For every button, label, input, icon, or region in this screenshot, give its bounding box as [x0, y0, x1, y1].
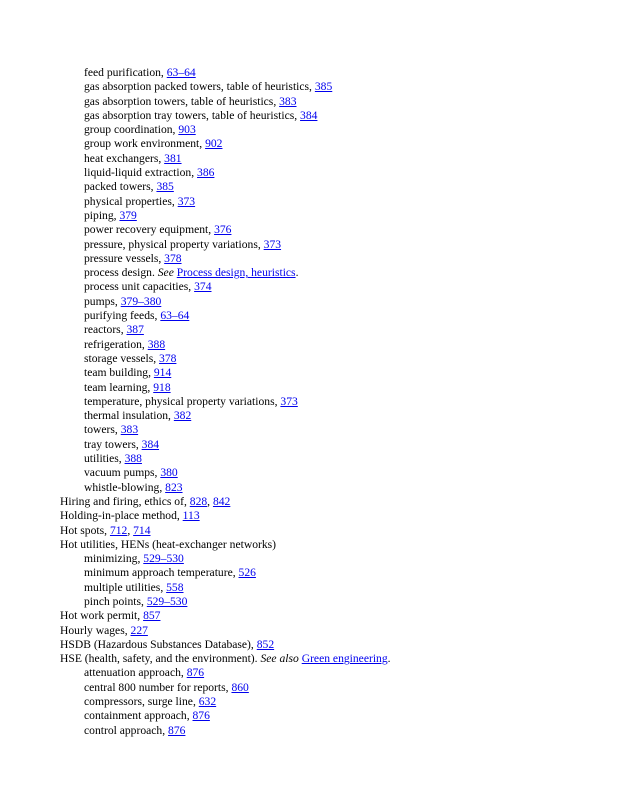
page-link[interactable]: 385: [314, 80, 333, 94]
see-reference: See: [157, 266, 174, 280]
page-link[interactable]: 823: [165, 480, 183, 494]
entry-term: containment approach,: [84, 709, 193, 723]
page-link[interactable]: 378: [159, 351, 177, 365]
index-subentry: [0, 695, 635, 709]
index-subentry: [0, 109, 635, 123]
page-link[interactable]: 382: [173, 409, 192, 423]
page-link[interactable]: Green engineering: [301, 652, 388, 666]
page-link[interactable]: 529–530: [146, 594, 188, 608]
entry-term: towers,: [84, 423, 121, 437]
page-link[interactable]: 63–64: [160, 309, 190, 323]
index-subentry: [0, 209, 635, 223]
page-link[interactable]: 857: [143, 609, 161, 623]
index-subentry: [0, 395, 635, 409]
entry-term: Hot spots,: [60, 523, 110, 537]
index-subentry: [0, 323, 635, 337]
entry-term: attenuation approach,: [84, 666, 187, 680]
page-link[interactable]: 373: [263, 237, 282, 251]
entry-term: group work environment,: [84, 137, 206, 151]
entry-term: Hourly wages,: [60, 623, 131, 637]
page-link[interactable]: 842: [212, 494, 231, 508]
page-link[interactable]: 113: [182, 509, 200, 523]
entry-term: whistle-blowing,: [84, 480, 166, 494]
entry-term: liquid-liquid extraction,: [84, 166, 198, 180]
index-subentry: [0, 709, 635, 723]
page-link[interactable]: 227: [130, 623, 148, 637]
index-subentry: [0, 681, 635, 695]
page-link[interactable]: 384: [141, 437, 160, 451]
page-link[interactable]: 558: [166, 580, 184, 594]
entry-term: process unit capacities,: [84, 280, 195, 294]
entry-term: compressors, surge line,: [84, 695, 199, 709]
entry-term: control approach,: [84, 723, 169, 737]
entry-term: purifying feeds,: [84, 309, 161, 323]
entry-term: central 800 number for reports,: [84, 680, 232, 694]
page-link[interactable]: 388: [124, 452, 142, 466]
index-subentry: [0, 481, 635, 495]
page-link[interactable]: 876: [192, 709, 210, 723]
entry-term: tray towers,: [84, 437, 142, 451]
page-link[interactable]: 712: [109, 523, 128, 537]
index-subentry: [0, 152, 635, 166]
index-entry: [0, 538, 635, 552]
index-subentry: [0, 581, 635, 595]
page-link[interactable]: 378: [164, 251, 182, 265]
page-link[interactable]: 852: [256, 637, 275, 651]
page-link[interactable]: 714: [133, 523, 151, 537]
page-link[interactable]: 373: [177, 194, 196, 208]
entry-term: HSE (health, safety, and the environment).: [60, 652, 261, 666]
index-subentry: [0, 438, 635, 452]
index-subentry: [0, 80, 635, 94]
page-link[interactable]: 903: [178, 123, 196, 137]
index-entry: [0, 509, 635, 523]
index-subentry: [0, 266, 635, 280]
page-link[interactable]: 381: [164, 151, 182, 165]
page-link[interactable]: 529–530: [143, 552, 184, 566]
page-link[interactable]: 860: [231, 680, 249, 694]
entry-term: group coordination,: [84, 123, 179, 137]
page-link[interactable]: 379–380: [120, 294, 162, 308]
index-entry: [0, 609, 635, 623]
entry-term: gas absorption packed towers, table of heuristics,: [84, 80, 315, 94]
page-link[interactable]: 876: [186, 666, 205, 680]
index-subentry: [0, 352, 635, 366]
page-link[interactable]: 914: [153, 366, 172, 380]
page-link[interactable]: 902: [205, 137, 223, 151]
index-subentry: [0, 423, 635, 437]
page-link[interactable]: 386: [197, 166, 215, 180]
index-subentry: [0, 409, 635, 423]
index-subentry: [0, 195, 635, 209]
index-subentry: [0, 238, 635, 252]
page-link[interactable]: 384: [300, 108, 318, 122]
entry-term: utilities,: [84, 452, 125, 466]
entry-term: Hot utilities, HENs (heat-exchanger networks): [60, 537, 277, 551]
page-link[interactable]: 383: [279, 94, 297, 108]
page-link[interactable]: 526: [238, 566, 256, 580]
entry-term: team learning,: [84, 380, 154, 394]
index-subentry: [0, 95, 635, 109]
entry-term: pumps,: [84, 294, 121, 308]
page-link[interactable]: 828: [189, 494, 208, 508]
see-reference: See also: [260, 652, 299, 666]
index-subentry: [0, 66, 635, 80]
page-link[interactable]: 374: [194, 280, 212, 294]
entry-term: vacuum pumps,: [84, 466, 161, 480]
entry-term: power recovery equipment,: [84, 223, 215, 237]
entry-term: Holding-in-place method,: [60, 509, 183, 523]
index-entry: Hot spots, 712, 714: [60, 523, 151, 537]
index-subentry: [0, 252, 635, 266]
index-subentry: [0, 295, 635, 309]
page-link[interactable]: 63–64: [166, 66, 196, 79]
index-subentry: [0, 566, 635, 580]
entry-term: Hiring and firing, ethics of,: [60, 494, 190, 508]
page-link[interactable]: 918: [153, 380, 171, 394]
index-subentry: [0, 280, 635, 294]
entry-term: gas absorption towers, table of heuristics,: [84, 94, 280, 108]
index-subentry: [0, 466, 635, 480]
index-subentry: [0, 381, 635, 395]
index-subentry: [0, 223, 635, 237]
entry-suffix: .: [387, 652, 391, 666]
page-link[interactable]: 380: [160, 466, 178, 480]
index-subentry: [0, 452, 635, 466]
page-link[interactable]: 876: [168, 723, 186, 737]
entry-term: multiple utilities,: [84, 580, 167, 594]
index-entry: [0, 652, 635, 666]
index-entry: Hiring and firing, ethics of, 828, 842: [60, 494, 231, 508]
page-link[interactable]: Process design, heuristics: [176, 266, 296, 280]
index-subentry: [0, 366, 635, 380]
index-entry: [0, 638, 635, 652]
page-link[interactable]: 383: [120, 423, 139, 437]
page-link[interactable]: 632: [198, 695, 217, 709]
entry-term: thermal insulation,: [84, 409, 174, 423]
entry-term: physical properties,: [84, 194, 178, 208]
page-link[interactable]: 385: [156, 180, 174, 194]
entry-term: storage vessels,: [84, 351, 160, 365]
entry-term: HSDB (Hazardous Substances Database),: [60, 637, 257, 651]
entry-term: pressure, physical property variations,: [84, 237, 264, 251]
index-subentry: [0, 123, 635, 137]
entry-term: minimizing,: [84, 552, 144, 566]
entry-term: team building,: [84, 366, 154, 380]
index-subentry: [0, 166, 635, 180]
entry-term: heat exchangers,: [84, 151, 165, 165]
index-subentry: [0, 724, 635, 738]
page-link[interactable]: 388: [147, 337, 166, 351]
index-subentry: [0, 666, 635, 680]
index-entry: [0, 624, 635, 638]
index-subentry: [0, 180, 635, 194]
entry-term: reactors,: [84, 323, 127, 337]
page-link[interactable]: 376: [214, 223, 232, 237]
index-page: [0, 66, 635, 738]
entry-term: feed purification,: [84, 66, 167, 79]
page-link[interactable]: 387: [126, 323, 144, 337]
entry-term: Hot work permit,: [60, 609, 144, 623]
entry-term: process design.: [84, 266, 158, 280]
entry-term: pinch points,: [84, 594, 147, 608]
entry-term: packed towers,: [84, 180, 157, 194]
index-subentry: [0, 137, 635, 151]
index-subentry: [0, 595, 635, 609]
entry-term: pressure vessels,: [84, 251, 165, 265]
index-subentry: [0, 552, 635, 566]
index-subentry: [0, 309, 635, 323]
page-link[interactable]: 379: [119, 208, 137, 222]
entry-term: minimum approach temperature,: [84, 566, 239, 580]
entry-suffix: .: [295, 266, 299, 280]
entry-term: gas absorption tray towers, table of heuristics,: [84, 108, 301, 122]
entry-term: piping,: [84, 208, 120, 222]
entry-term: refrigeration,: [84, 337, 148, 351]
entry-term: temperature, physical property variations,: [84, 394, 281, 408]
page-link[interactable]: 373: [280, 394, 298, 408]
index-subentry: [0, 338, 635, 352]
